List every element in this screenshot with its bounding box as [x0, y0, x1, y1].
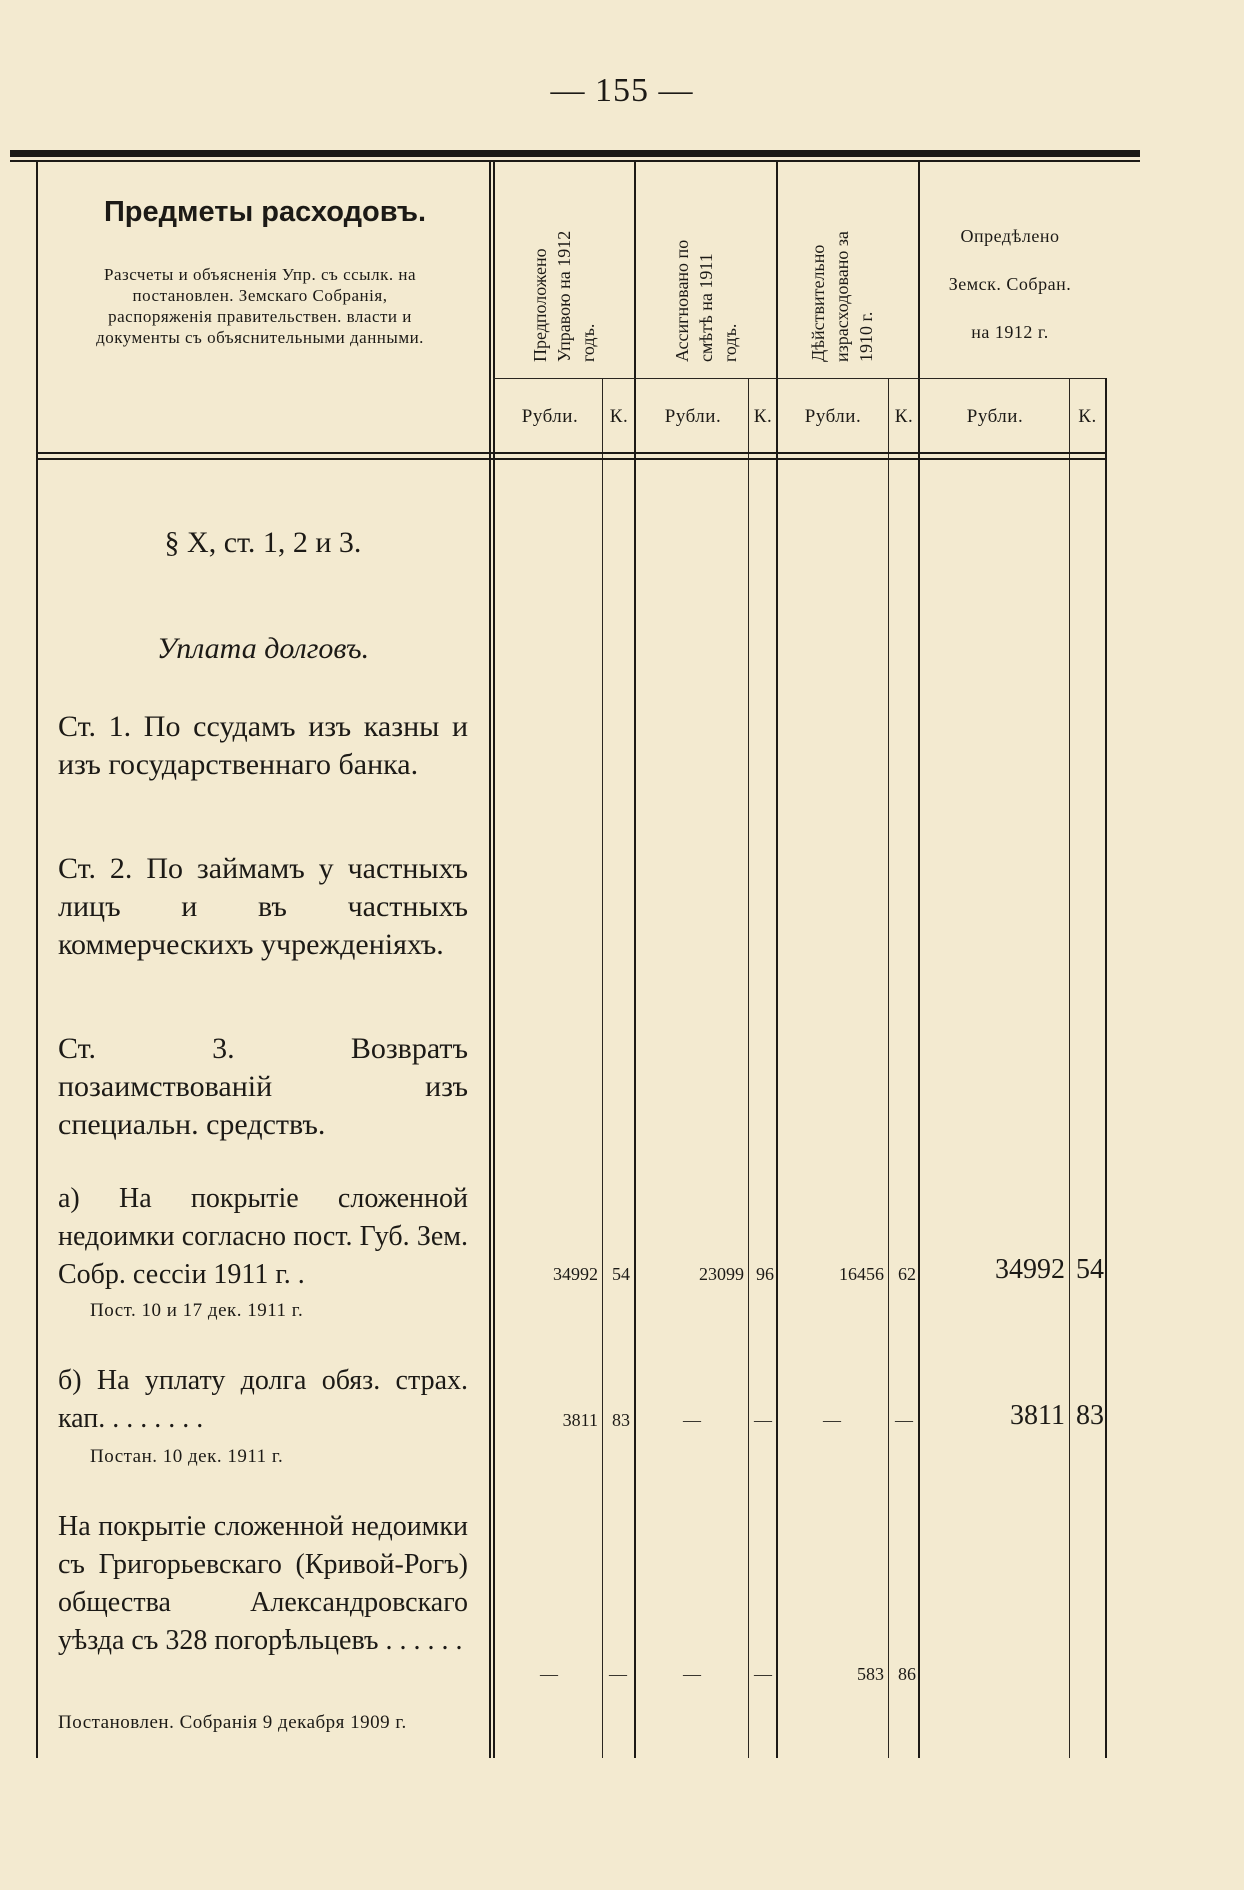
row-b-col1-kop: 83 [612, 1410, 630, 1430]
col2-rub-label: Рубли. [664, 406, 722, 427]
header-bottom-line [36, 452, 1105, 454]
col1-kop-divider [602, 378, 603, 1758]
col3-right-border [918, 162, 920, 1758]
row-c-col2-rub: — [683, 1664, 701, 1684]
page-number: — 155 — [550, 72, 694, 109]
col4-kop-divider [1069, 378, 1070, 1758]
row-c-col1-rub: — [540, 1664, 558, 1684]
row-b-col4-kop: 83 [1076, 1400, 1104, 1431]
header-col1: Предположено Управою на 1912 годъ. [530, 230, 598, 362]
row-b-col3-kop: — [895, 1410, 913, 1430]
row-a-col4-kop: 54 [1076, 1254, 1104, 1285]
row-c-text: На покрытіе сложенной недоимки съ Григорьевскаго (Кривой-Рогъ) общества Александровскаго уѣзда съ 328 погорѣльцевъ . . . . . . [58, 1511, 468, 1656]
col4-right-border [1105, 378, 1107, 1758]
row-c-col3-rub: 583 [857, 1664, 884, 1684]
row-c-col1-kop: — [609, 1664, 627, 1684]
row-b-note: Постан. 10 дек. 1911 г. [90, 1446, 284, 1467]
header-col2: Ассигновано по смѣтѣ на 1911 годъ. [672, 239, 740, 362]
col1-rub-label: Рубли. [521, 406, 579, 427]
row-c-col2-kop: — [754, 1664, 772, 1684]
header-col4-line1: Опредѣлено [960, 226, 1060, 246]
top-rule-thick [10, 150, 1140, 157]
row-c-note: Постановлен. Собранія 9 декабря 1909 г. [58, 1712, 407, 1733]
header-col3: Дѣйствительно израсходовано за 1910 г. [808, 231, 876, 362]
col1-right-border [634, 162, 636, 1758]
header-col4-line3: на 1912 г. [971, 322, 1049, 342]
top-rule-thin [10, 160, 1140, 162]
table-left-border [36, 162, 38, 1758]
section-heading: § X, ст. 1, 2 и 3. [164, 526, 362, 559]
article-3: Ст. 3. Возвратъ позаимствованій изъ специальн. средствъ. [58, 1032, 468, 1141]
header-bottom-line-double [36, 458, 1105, 460]
header-units-line [493, 378, 1105, 379]
col3-rub-label: Рубли. [804, 406, 862, 427]
header-description: Разсчеты и объясненія Упр. съ ссылк. на постановлен. Земскаго Собранія, распоряженія правительствен. власти и документы съ объяснительными данными. [96, 265, 424, 347]
row-b-text: б) На уплату долга обяз. страх. кап. . . . . . . . [58, 1365, 468, 1434]
row-b-col4-rub: 3811 [1010, 1400, 1065, 1431]
col-divider-text [489, 162, 491, 1758]
row-b-col1-rub: 3811 [562, 1410, 598, 1430]
row-c-col3-kop: 86 [898, 1664, 916, 1684]
col3-kop-label: К. [894, 406, 914, 427]
header-col4-line2: Земск. Собран. [948, 274, 1072, 294]
row-b-col2-kop: — [754, 1410, 772, 1430]
col-divider-text-double [493, 162, 495, 1758]
col2-kop-divider [748, 378, 749, 1758]
col3-kop-divider [888, 378, 889, 1758]
col2-right-border [776, 162, 778, 1758]
row-a-col1-kop: 54 [612, 1264, 630, 1284]
row-a-text: а) На покрытіе сложенной недоимки согласно пост. Губ. Зем. Собр. сессіи 1911 г. . [58, 1183, 468, 1290]
row-a-note: Пост. 10 и 17 дек. 1911 г. [90, 1300, 304, 1321]
col1-kop-label: К. [609, 406, 629, 427]
row-a-col3-rub: 16456 [839, 1264, 884, 1284]
row-a-col1-rub: 34992 [553, 1264, 598, 1284]
row-b-col3-rub: — [823, 1410, 841, 1430]
article-2: Ст. 2. По займамъ у частныхъ лицъ и въ частныхъ коммерческихъ учрежденіяхъ. [58, 852, 468, 961]
row-a-col4-rub: 34992 [995, 1254, 1065, 1285]
col2-kop-label: К. [753, 406, 773, 427]
article-1: Ст. 1. По ссудамъ изъ казны и изъ государственнаго банка. [58, 710, 468, 781]
row-b-col2-rub: — [683, 1410, 701, 1430]
section-subheading: Уплата долговъ. [156, 632, 370, 665]
row-a-col2-rub: 23099 [699, 1264, 744, 1284]
row-a-col3-kop: 62 [898, 1264, 916, 1284]
header-title: Предметы расходовъ. [103, 196, 427, 228]
row-a-col2-kop: 96 [756, 1264, 774, 1284]
col4-kop-label: К. [1078, 406, 1097, 427]
header-col4 [925, 212, 1095, 356]
col4-rub-label: Рубли. [966, 406, 1024, 427]
